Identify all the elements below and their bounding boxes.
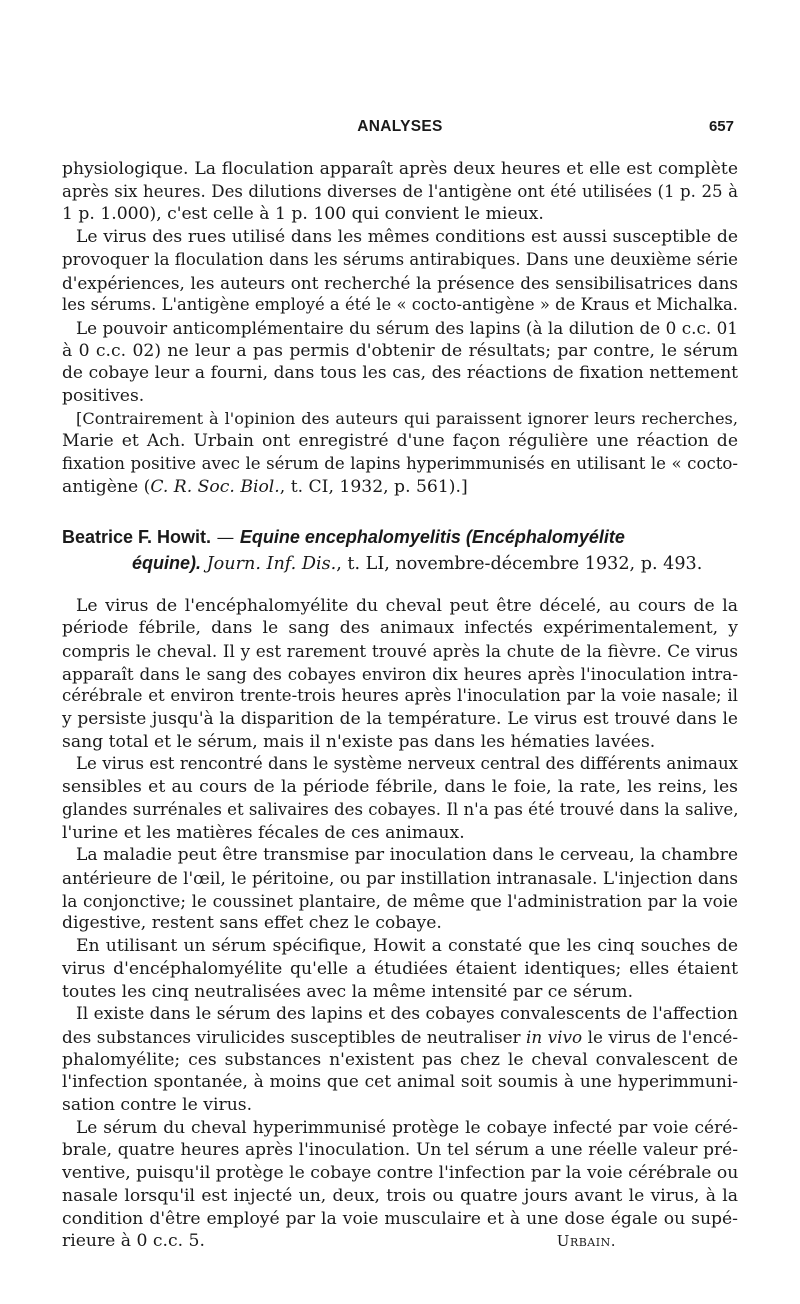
paragraph <box>62 1117 738 1253</box>
text-line: provoquer la floculation dans les sérums antirabiques. Dans une deuxième série <box>62 249 738 269</box>
text-line: sensibles et au cours de la période fébrile, dans le foie, la rate, les reins, les <box>62 777 738 798</box>
text-line: En utilisant un sérum spécifique, Howit a constaté que les cinq souches de <box>76 936 738 957</box>
text-line: 1 p. 1.000), c'est celle à 1 p. 100 qui convient le mieux. <box>62 204 544 225</box>
citation: , t. LI, novembre-décembre 1932, p. 493. <box>336 553 703 574</box>
text-line: ventive, puisqu'il protège le cobaye contre l'infection par la voie cérébrale ou <box>62 1163 739 1184</box>
text-line: Marie et Ach. Urbain ont enregistré d'une façon régulière une réaction de <box>62 431 738 452</box>
paragraph <box>62 317 738 408</box>
text-line: Le virus est rencontré dans le système nerveux central des différents animaux <box>76 754 738 774</box>
text-line: physiologique. La floculation apparaît après deux heures et elle est complète <box>62 159 738 179</box>
running-title: ANALYSES <box>357 118 443 135</box>
journal: Journ. Inf. Dis. <box>206 553 337 574</box>
text-line: sation contre le virus. <box>62 1095 253 1116</box>
italic-term: in vivo <box>526 1026 583 1047</box>
text-line: à 0 c.c. 02) ne leur a pas permis d'obtenir de résultats; par contre, le sérum <box>62 340 738 361</box>
text-line: l'infection spontanée, à moins que cet animal soit soumis à une hyperimmuni- <box>62 1072 738 1093</box>
text-line: Le pouvoir anticomplémentaire du sérum des lapins (à la dilution de 0 c.c. 01 <box>76 317 738 338</box>
text-line: positives. <box>62 386 145 407</box>
text-line: phalomyélite; ces substances n'existent pas chez le cheval convalescent de <box>62 1049 738 1070</box>
text-line: Il existe dans le sérum des lapins et des cobayes convalescents de l'affection <box>76 1004 738 1025</box>
text-run: antigène ( <box>62 476 151 497</box>
dash: — <box>211 527 240 548</box>
text-line: glandes surrénales et salivaires des cobayes. Il n'a pas été trouvé dans la salive, <box>62 799 739 819</box>
text-line: brale, quatre heures après l'inoculation. Un tel sérum a une réelle valeur pré- <box>62 1140 738 1161</box>
text-line <box>62 1230 738 1253</box>
text-line: période fébrile, dans le sang des animaux infectés expérimentalement, y <box>62 618 738 639</box>
running-head <box>62 118 738 142</box>
text-line: d'expériences, les auteurs ont recherché la présence des sensibilisatrices dans <box>62 272 738 293</box>
text-line: [Contrairement à l'opinion des auteurs qui paraissent ignorer leurs recherches, <box>76 408 738 428</box>
article-title-cont: équine). <box>132 552 202 573</box>
heading-line <box>62 551 738 577</box>
text-line: y persiste jusqu'à la disparition de la température. Le virus est trouvé dans le <box>62 709 738 730</box>
article-title: Equine encephalomyelitis (Encéphalomyélite <box>239 526 625 547</box>
journal-reference: C. R. Soc. Biol. <box>150 476 280 497</box>
text-line <box>62 476 738 499</box>
text-line: condition d'être employé par la voie musculaire et à une dose égale ou supé- <box>62 1208 738 1229</box>
text-run: des substances virulicides susceptibles de neutraliser <box>62 1026 527 1047</box>
paragraph <box>62 595 738 754</box>
text-line: virus d'encéphalomyélite qu'elle a étudiées étaient identiques; elles étaient <box>62 958 738 979</box>
text-line: l'urine et les matières fécales de ces animaux. <box>62 822 465 843</box>
paragraph <box>62 226 738 317</box>
text-run: rieure à 0 c.c. 5. <box>62 1231 205 1252</box>
text-line: après six heures. Des dilutions diverses de l'antigène ont été utilisées (1 p. 25 à <box>62 181 738 201</box>
text-line: nasale lorsqu'il est injecté un, deux, trois ou quatre jours avant le virus, à la <box>62 1185 738 1206</box>
text-line: compris le cheval. Il y est rarement trouvé après la chute de la fièvre. Ce virus <box>62 640 738 661</box>
text-run: le virus de l'encé- <box>582 1026 738 1047</box>
text-body <box>62 158 738 1253</box>
paragraph <box>62 844 738 935</box>
text-run: , t. CI, 1932, p. 561).] <box>279 476 468 497</box>
text-line: Le virus de l'encéphalomyélite du cheval peut être décelé, au cours de la <box>76 595 738 616</box>
text-line: antérieure de l'œil, le péritoine, ou par instillation intranasale. L'injection dans <box>62 867 738 888</box>
article-heading <box>62 525 738 577</box>
text-line: la conjonctive; le coussinet plantaire, de même que l'administration par la voie <box>62 890 738 911</box>
page-number: 657 <box>708 118 734 135</box>
text-line: de cobaye leur a fourni, dans tous les cas, des réactions de fixation nettement <box>62 363 738 384</box>
author: Beatrice F. Howit. <box>62 526 212 547</box>
text-line: apparaît dans le sang des cobayes environ dix heures après l'inoculation intra- <box>62 663 738 684</box>
text-line: La maladie peut être transmise par inoculation dans le cerveau, la chambre <box>76 845 738 866</box>
text-line: les sérums. L'antigène employé a été le « cocto-antigène » de Kraus et Michalka. <box>62 295 738 315</box>
signature: Urbain. <box>556 1232 616 1251</box>
text-line: Le virus des rues utilisé dans les mêmes conditions est aussi susceptible de <box>76 227 738 248</box>
paragraph <box>62 408 738 499</box>
paragraph <box>62 1003 738 1117</box>
text-line: fixation positive avec le sérum de lapins hyperimmunisés en utilisant le « cocto- <box>62 454 738 474</box>
text-line: digestive, restent sans effet chez le cobaye. <box>62 913 442 934</box>
text-line: cérébrale et environ trente-trois heures après l'inoculation par la voie nasale; il <box>62 686 738 706</box>
paragraph <box>62 753 738 844</box>
text-line: toutes les cinq neutralisées avec la même intensité par ce sérum. <box>62 981 634 1002</box>
text-line: Le sérum du cheval hyperimmunisé protège le cobaye infecté par voie céré- <box>76 1117 738 1138</box>
heading-line <box>62 525 738 551</box>
text-line: sang total et le sérum, mais il n'existe pas dans les hématies lavées. <box>62 731 656 752</box>
paragraph <box>62 935 738 1003</box>
paragraph <box>62 158 738 226</box>
text-line <box>62 1026 738 1049</box>
